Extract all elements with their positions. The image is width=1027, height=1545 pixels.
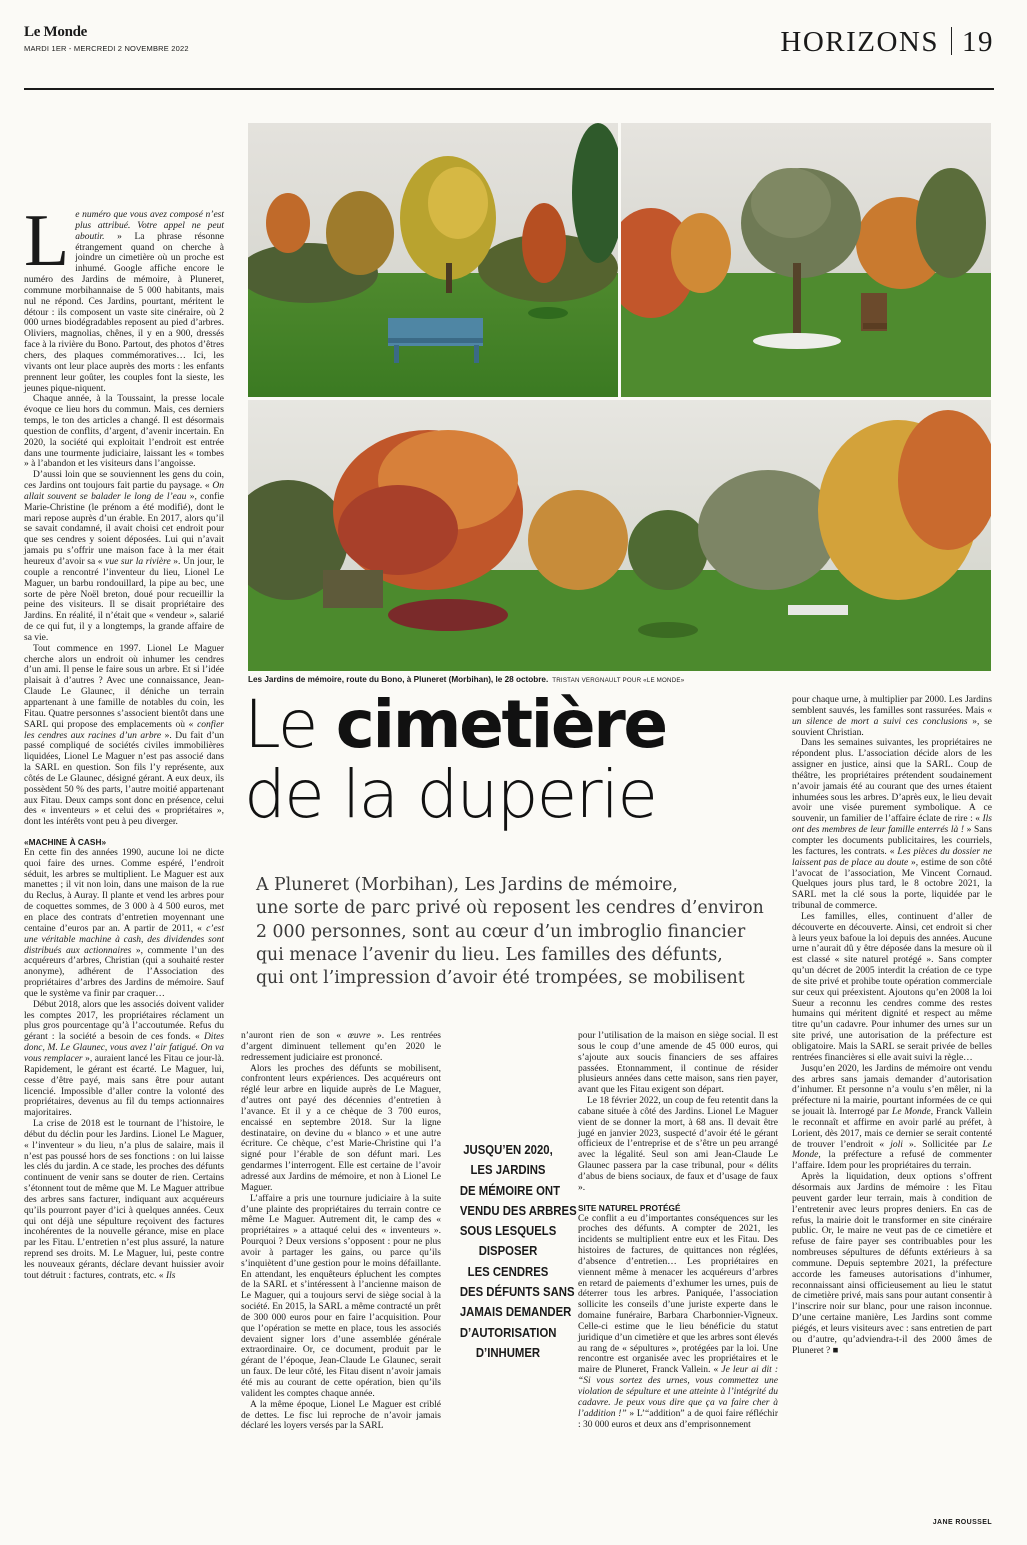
quote-italic: Je leur ai dit : “Si vous sortez des urnes, vous commettez une violation de sépulture et une atteinte à l’intégrité du cadavre. Je peux vous dire que ça va faire cher à l’addition !” bbox=[578, 1365, 778, 1419]
photo-caption bbox=[248, 675, 991, 684]
paragraph: Les familles, elles, continuent d’aller de découverte en découverte. Ainsi, cet endroit si cher à leurs yeux bafoue la loi depuis des années. Aucune urne n’aurait dû y être déposée dans la mesure où il est classé « site naturel protégé ». Sans compter qu’un décret de 2005 interdit la création de ce type de site privé et prohibe toute opération commerciale sur ceux qui préexistent. Ajoutons qu’en 2008 la loi Sueur a reconnu les cendres comme des restes humains qui méritent dignité et respect au même titre qu’un cadavre. Pour inhumer des urnes sur un site privé, une autorisation de la préfecture est obligatoire. Mais la SARL se serait privée de belles rentrées financières si elle avait suivi la règle… bbox=[792, 911, 992, 1063]
quote-italic: e numéro que vous avez composé n’est plus attribué. Votre appel ne peut aboutir. bbox=[75, 210, 224, 242]
text: ». Les rentrées d’argent diminuent tellement qu’en 2020 le redressement judiciaire est prononcé. bbox=[241, 1031, 442, 1063]
text: », estime de son côté l’avocat de l’association, Me Vincent Cornaud. Quelques jours plus tard, le 8 octobre 2021, la SARL met la clé sous la porte, liquidée par le tribunal de commerce. bbox=[792, 857, 992, 912]
author-signature: JANE ROUSSEL bbox=[932, 1519, 992, 1526]
paragraph bbox=[24, 644, 224, 828]
pull-quote-line: LES JARDINS bbox=[470, 1162, 546, 1178]
quote-italic: c’est une véritable machine à cash, des dividendes sont distribués aux actionnaires bbox=[24, 923, 224, 956]
article-column-2 bbox=[241, 1031, 441, 1432]
text: », auraient lancé les Fitau ce jour-là. Rapidement, le gérant est écarté. Le Maguer, lui, cesse d’être payé, mais sans être pour autant licencié. Impossible d’aller contre la volonté des propriétaires, devenus au fil du temps actionnaires majoritaires. bbox=[24, 1053, 224, 1119]
paragraph: pour l’utilisation de la maison en siège social. Il est sous le coup d’une amende de 45 000 euros, qui s’ajoute aux soucis financiers de ses affaires passées. Etonnamment, il continue de résider plusieurs années dans cette maison, sans rien payer, avant que les Fitau exigent son départ. bbox=[578, 1031, 778, 1096]
text: » Sans compter les documents publicitaires, les courriels, les factures, les contrats. « bbox=[792, 825, 993, 857]
text: La crise de 2018 est le tournant de l’histoire, le début du déclin pour les Jardins. Lionel Le Maguer, « l’inventeur » du lieu, n’a plus de salaire, mais il n’est pas poussé hors de ses fonctions : on lui laisse les clés du jardin. A ce stade, les proches des défunts continuent de venir sans se douter de rien. Certains s’étonnent tout de même que M. Le Maguer attribue des arbres sans facturer, indiquant aux acquéreurs qu’ils pourront payer d’ici à quelques années. Ceux qui ont déjà une sépulture reçoivent des factures incohérentes de la nouvelle gérance, mise en place par les Fitau. L’entretien n’est plus assuré, la nature reprend ses droits. M. Le Maguer, lui, peste contre les nouveaux gérants, déclare devant huissier avoir tout détruit : factures, contrats, etc. « bbox=[24, 1119, 224, 1281]
headline-part2: de la duperie bbox=[244, 756, 657, 833]
text: ». Sollicitée par bbox=[902, 1139, 983, 1150]
quote-italic: Dites donc, M. Le Glaunec, vous avez l’air fatigué. On va vous remplacer bbox=[24, 1032, 224, 1064]
pull-quote-line: JAMAIS DEMANDER bbox=[459, 1304, 572, 1320]
subheading: «MACHINE À CASH» bbox=[24, 837, 107, 848]
text: », commente l’un des acquéreurs d’arbres, Christian (qui a souhaité rester anonyme), adhérent de l’Association des propriétaires d’arbres des Jardins de mémoire. Sauf que le système va finir par craquer… bbox=[24, 945, 224, 999]
text: ». Un jour, le couple a rencontré l’inventeur du lieu, Lionel Le Maguer, un barbu rondouillard, la pipe au bec, une sorte de père Noël breton, doué pour recueillir la peine des visiteurs. Il se disait propriétaire des Jardins. En réalité, il n’était que « vendeur », salarié de ce qui fut, il y a longtemps, la grande affaire de sa vie. bbox=[24, 557, 225, 643]
paragraph: Après la liquidation, deux options s’offrent désormais aux Jardins de mémoire : les Fitau peuvent garder leur terrain, mais à condition de l’entretenir avec leurs propres deniers. En cas de refus, la mairie doit le transformer en site cinéraire public. Or, le maire ne veut pas de ce cimetière et refuse de faire payer ses contribuables pour les nombreuses sépultures de défunts extérieurs à sa commune. Depuis septembre 2021, la préfecture accorde les fameuses autorisations d’inhumer, reconnaissant ainsi officieusement au lieu le statut de cimetière privé, mais sans pour autant consentir à l’inscrire noir sur blanc, pour une raison inconnue. D’une certaine manière, Les Jardins sont comme piégés, et leurs visiteurs avec : sans entretien de part ou d’autre, qu’adviendra-t-il des 2000 âmes de Pluneret ? ■ bbox=[792, 1172, 992, 1356]
paragraph bbox=[24, 1119, 224, 1282]
text: En cette fin des années 1990, aucune loi ne dicte quoi faire des urnes. Comme espéré, l’endroit séduit, les arbres se multiplient. Le Maguer est aux manettes ; il vit non loin, dans une maison de la rue du Reclus, à Auray. Il plante et vend les arbres pour de coquettes sommes, de 3 000 à 4 500 euros, met en place des contrats d’entretien moyennant une centaine d’euros par an. A partir de 2011, « bbox=[24, 847, 224, 934]
page-number: 19 bbox=[962, 26, 994, 58]
paragraph bbox=[24, 848, 224, 1000]
quote-italic: œuvre bbox=[347, 1031, 371, 1041]
pull-quote-line: SOUS LESQUELS bbox=[459, 1223, 557, 1239]
headline-bold: cimetière bbox=[335, 686, 666, 763]
paragraph bbox=[24, 470, 224, 644]
text: , Franck Vallein le reconnaît et affirme en avoir parlé au préfet, à Lorient, dès 2017, mais ce dernier se serait contenté de trouver l’endroit « bbox=[792, 1107, 992, 1150]
quote-italic: Les pièces du dossier ne laissent pas de place au doute bbox=[792, 846, 992, 868]
drop-cap: L bbox=[24, 200, 70, 282]
text: », se souvient Christian. bbox=[792, 716, 992, 738]
text: Ce conflit a eu d’importantes conséquences sur les proches des défunts. A compter de 2021, les incidents se multiplient entre eux et les Fitau. Des histoires de factures, de quittances non réglées, d’absence d’entretien… Les propriétaires en viennent même à menacer les acquéreurs d’arbres en retard de paiements d’exhumer les urnes, puis de déterrer tous les arbres. Paniquée, l’association sollicite les conseils d’une juriste experte dans le domaine funéraire, Barbara Charbonnier-Vigneux. Celle-ci estime que le lieu bénéficie du statut juridique d’un cimetière et que les arbres sont élevés au rang de « sépultures », protégées par la loi. Une rencontre est organisée avec les propriétaires et le maire de Pluneret, Franck Vallein. « bbox=[578, 1213, 778, 1376]
paragraph bbox=[792, 1064, 992, 1172]
section-header bbox=[780, 26, 994, 59]
photo-garden-bench bbox=[248, 123, 618, 397]
quote-italic: On allait souvent se balader le long de l’eau bbox=[24, 481, 224, 502]
text: , la préfecture a refusé de commenter l’affaire. Idem pour les propriétaires du terrain. bbox=[792, 1150, 992, 1172]
text: ». Du fait d’un passé compliqué de sociétés civiles immobilières liquidées, Lionel Le Maguer n’est pas associé dans la SARL en question. Son fils l’y représente, aux côtés de Le Glaunec, désigné gérant. A eux deux, ils possèdent 50 % des parts, l’autre moitié appartenant aux Fitau. Deux camps sont donc en présence, celui des « inventeurs » et celui des « propriétaires », dont les intérêts vont peu à peu diverger. bbox=[24, 730, 224, 828]
paragraph: Le 18 février 2022, un coup de feu retentit dans la cabane située à côté des Jardins. Lionel Le Maguer vient de se donner la mort, à 68 ans. Il devait être jugé en janvier 2023, suspecté d’avoir été le gérant officieux de l’entreprise et de s’être un peu arrangé avec la légalité. Seul son ami Jean-Claude Le Glaunec passera par la case tribunal, pour « délits d’abus de biens sociaux, de faux et d’usage de faux ». bbox=[578, 1096, 778, 1193]
article-column-4 bbox=[792, 695, 992, 1356]
section-name: HORIZONS bbox=[780, 26, 939, 58]
pull-quote-line: D’AUTORISATION bbox=[459, 1324, 557, 1340]
text: Début 2018, alors que les associés doivent valider les comptes 2017, les propriétaires réclament un plus gros pourcentage qu’à l’accoutumée. Refus du gérant : la société a besoin de ces fonds. « bbox=[24, 999, 224, 1043]
header-rule bbox=[24, 88, 994, 90]
text: pour chaque urne, à multiplier par 2000. Les Jardins semblent sauvés, les familles sont rassurées. Mais « bbox=[792, 695, 992, 716]
quote-italic: Ils ont des membres de leur famille enterrés là ! bbox=[792, 814, 992, 836]
pull-quote-line: DES DÉFUNTS SANS bbox=[459, 1284, 575, 1300]
standfirst bbox=[256, 874, 766, 990]
photo-credit: TRISTAN VERGNAULT POUR «LE MONDE» bbox=[552, 677, 685, 684]
text: Tout commence en 1997. Lionel Le Maguer cherche alors un endroit où inhumer les cendres d’un ami. Il pense le faire sous un arbre. Et si l’idée plaisait à d’autres ? Avec une connaissance, Jean-Claude Le Glaunec, il déniche un terrain appartenant à une famille de notables du coin, les Fitau. Quatre personnes s’associent bientôt dans une SARL qui propose des emplacements où « bbox=[24, 643, 224, 730]
paragraph bbox=[24, 1000, 224, 1119]
paragraph bbox=[241, 1031, 441, 1064]
headline bbox=[244, 686, 784, 833]
quote-italic: un silence de mort a suivi ces conclusions bbox=[792, 716, 968, 727]
text: Jusqu’en 2020, les Jardins de mémoire ont vendu des arbres sans jamais demander d’autorisation d’inhumer. Et personne n’a voulu s’en mêler, ni la préfecture ni la mairie, pourtant informées de ce qui se jouait là. Interrogé par bbox=[792, 1063, 992, 1118]
paragraph bbox=[24, 200, 224, 394]
photo-panorama bbox=[248, 400, 991, 671]
paragraph bbox=[578, 1214, 778, 1431]
quote-italic: Le Monde bbox=[792, 1139, 992, 1161]
paragraph bbox=[792, 695, 992, 738]
paragraph bbox=[792, 738, 992, 912]
text: », confie Marie-Christine (le prénom a été modifié), dont le mari repose auprès d’un érable. En 2017, alors qu’il se savait condamné, il avait choisi cet endroit pour que ses cendres y soient déposées. Lui qui n’avait jamais pu s’offrir une maison face à la mer était heureux d’avoir sa « bbox=[24, 491, 224, 567]
article-column-3 bbox=[578, 1031, 778, 1430]
pull-quote-line: JUSQU’EN 2020, bbox=[463, 1142, 553, 1157]
text: D’aussi loin que se souviennent les gens du coin, ces Jardins ont toujours fait partie du paysage. « bbox=[24, 470, 224, 492]
quote-italic: Le Monde bbox=[892, 1107, 931, 1118]
standfirst-line: une sorte de parc privé où reposent les cendres d’environ bbox=[256, 898, 764, 919]
paragraph: Chaque année, à la Toussaint, la presse locale évoque ce lieu hors du commun. Mais, ces derniers temps, le ton des articles a changé. Il est désormais question de conflits, d’argent, d’avenir incertain. En 2020, la société qui exploitait l’endroit est entrée dans une tourmente judiciaire, laissant les « tombes » à l’abandon et les visiteurs dans l’angoisse. bbox=[24, 394, 224, 470]
pull-quote-line: VENDU DES ARBRES bbox=[459, 1202, 577, 1218]
issue-date: MARDI 1ER - MERCREDI 2 NOVEMBRE 2022 bbox=[24, 44, 189, 53]
pull-quote-line: DISPOSER bbox=[478, 1243, 538, 1259]
quote-italic: joli bbox=[890, 1139, 903, 1150]
article-column-1 bbox=[24, 200, 225, 1282]
pull-quote-line: DE MÉMOIRE ONT bbox=[459, 1182, 561, 1198]
headline-part1: Le bbox=[244, 686, 336, 763]
quote-italic: confier les cendres aux racines d’un arbre bbox=[24, 719, 224, 741]
paragraph: Alors les proches des défunts se mobilisent, confrontent leurs expériences. Des acquéreurs ont réglé leur arbre en liquide auprès de Le Maguer, d’autres ont payé des décennies d’entretien à l’avance. Et il y a ce chèque de 3 700 euros, encaissé en septembre 2018. Sur la ligne destinataire, on devine du « blanco » et une autre écriture. Ce chèque, c’est Marie-Christine qui l’a signé pour l’érable de son défunt mari. Les gendarmes l’interrogent. Elle est certaine de l’avoir adressé aux Jardins de mémoire, et non à Lionel Le Maguer. bbox=[241, 1063, 441, 1193]
pull-quote-line: LES CENDRES bbox=[467, 1263, 549, 1279]
standfirst-line: qui menace l’avenir du lieu. Les familles des défunts, bbox=[256, 944, 723, 965]
masthead bbox=[24, 22, 994, 68]
standfirst-line: 2 000 personnes, sont au cœur d’un imbroglio financier bbox=[256, 921, 746, 942]
paragraph: A la même époque, Lionel Le Maguer est criblé de dettes. Le fisc lui reproche de n’avoir jamais déclaré les loyers versés par la SARL bbox=[241, 1399, 441, 1432]
text: » La phrase résonne étrangement quand on cherche à joindre un cimetière où un proche est inhumé. Google affiche encore le numéro des Jardins de mémoire, à Pluneret, commune morbihannaise de 5 000 habitants, mais nul ne répond. Ces Jardins, pourtant, méritent le détour : ils composent un vaste site cinéraire, où 2 000 urnes biodégradables reposent au pied d’arbres. Oliviers, magnolias, chênes, il y en a 900, dressés face à la rivière du Bono. Partout, des photos d’êtres chers, des plaques commémoratives… Ici, les vivants ont leur place auprès des morts : les enfants prennent leur goûter, les couples font la sieste, les jeunes pique-niquent. bbox=[24, 231, 224, 394]
photo-olive-tree bbox=[621, 123, 991, 397]
standfirst-line: A Pluneret (Morbihan), Les Jardins de mémoire, bbox=[256, 875, 678, 895]
pull-quote-line: D’INHUMER bbox=[475, 1344, 541, 1360]
standfirst-line: qui ont l’impression d’avoir été trompées, se mobilisent bbox=[256, 968, 745, 989]
subheading: SITE NATUREL PROTÉGÉ bbox=[578, 1202, 681, 1213]
text: » L’“addition” a de quoi faire réfléchir : 30 000 euros et deux ans d’emprisonnement bbox=[578, 1408, 778, 1430]
paragraph: L’affaire a pris une tournure judiciaire à la suite d’une plainte des propriétaires du terrain contre ce même Le Maguer. Autrement dit, le camp des « propriétaires » a attaqué celui des « inventeurs ». Pourquoi ? Deux versions s’opposent : pour ne plus avoir à partager les gains, ou parce qu’ils s’inquiètent d’une gestion pour le moins défaillante. En attendant, les enquêteurs épluchent les comptes de la SARL et s’intéressent à l’ancienne maison de Le Maguer, qui a toujours servi de siège social à la société. En 2015, la SARL a même contracté un prêt de 300 000 euros pour en faire l’acquisition. Pour que l’opération se mette en place, tous les associés devaient signer lors d’une assemblée générale extraordinaire. Or, ce document, produit par le gérant de l’époque, Jean-Claude Le Glaunec, serait un faux. De leur côté, les Fitau disent n’avoir jamais été mis au courant de cette opération, bien qu’ils valident les comptes chaque année. bbox=[241, 1193, 441, 1399]
text: Dans les semaines suivantes, les propriétaires ne répondent plus. L’association décide alors de les assigner en justice, ainsi que la SARL. Coup de théâtre, les propriétaires prétendent soudainement n’avoir jamais été au courant que des urnes étaient inhumées sous les arbres. D’après eux, le lieu devait avoir une visée purement symbolique. A ce souvenir, un familier de l’affaire éclate de rire : « bbox=[792, 738, 992, 825]
newspaper-logo: Le Monde bbox=[24, 24, 88, 40]
text: n’auront rien de son « bbox=[241, 1031, 348, 1041]
quote-italic: vue sur la rivière bbox=[105, 557, 171, 567]
pull-quote bbox=[459, 1140, 577, 1363]
quote-italic: Ils bbox=[165, 1270, 176, 1281]
section-divider bbox=[951, 27, 952, 55]
caption-text: Les Jardins de mémoire, route du Bono, à Pluneret (Morbihan), le 28 octobre. bbox=[248, 675, 549, 684]
